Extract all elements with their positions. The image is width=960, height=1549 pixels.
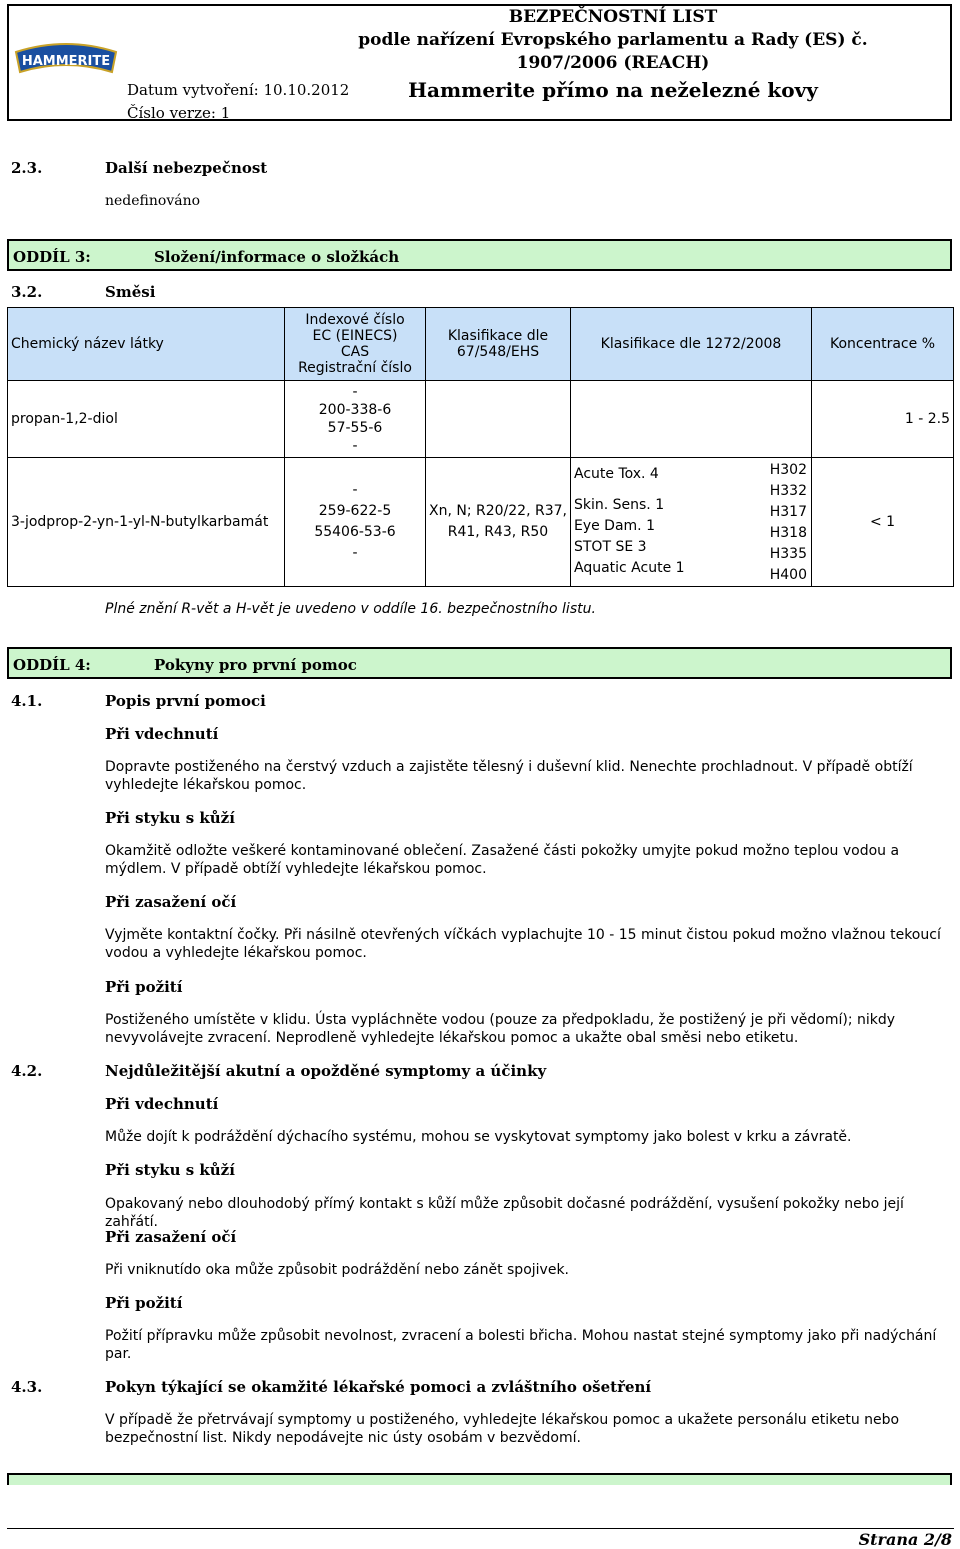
col-header-class67 xyxy=(426,308,571,381)
col-header-ids-line: Indexové číslo xyxy=(305,312,405,328)
class1272-cell xyxy=(570,381,811,458)
concentration: < 1 xyxy=(812,458,954,587)
section-2-3-number: 2.3. xyxy=(11,159,43,177)
paragraph: Dopravte postiženého na čerstvý vzduch a zajistěte tělesný i duševní klid. Nenechte prochladnout. V případě obtíží vyhledejte lékařskou pomoc. xyxy=(105,759,913,793)
page-number: Strana 2/8 xyxy=(858,1530,952,1549)
h-code: H335 xyxy=(769,546,807,562)
hammerite-logo xyxy=(14,40,118,82)
paragraph: Vyjměte kontaktní čočky. Při násilně otevřených víčkách vyplachujte 10 - 15 minut čistou pokud možno vlažnou tekoucí vodou a vyhledejte lékařskou pomoc. xyxy=(105,927,941,961)
class1272-categories xyxy=(570,458,744,587)
r-h-phrases-note: Plné znění R-vět a H-vět je uvedeno v oddíle 16. bezpečnostního listu. xyxy=(105,601,596,617)
id-line: - xyxy=(352,482,358,498)
section-4-1-number: 4.1. xyxy=(11,692,43,710)
class67-line: R41, R43, R50 xyxy=(447,524,549,540)
subheading: Při styku s kůží xyxy=(105,1161,235,1179)
section-4-band xyxy=(7,647,952,679)
col-header-class67-line: Klasifikace dle xyxy=(447,328,549,344)
subheading: Při vdechnutí xyxy=(105,1095,219,1113)
class67-cell xyxy=(426,381,571,458)
paragraph: Při vniknutído oka může způsobit podráždění nebo zánět spojivek. xyxy=(105,1262,569,1278)
h-statement-codes xyxy=(745,458,812,587)
hazard-category: Aquatic Acute 1 xyxy=(573,560,685,576)
id-line: 57-55-6 xyxy=(327,420,383,436)
table-header-row xyxy=(8,308,954,381)
section-3-title: Složení/informace o složkách xyxy=(154,248,400,266)
paragraph: V případě že přetrvávají symptomy u postiženého, vyhledejte lékařskou pomoc a ukažete personálu etiketu nebo bezpečnostní list. Nikdy nepodávejte nic ústy osobám v bezvědomí. xyxy=(105,1412,900,1446)
subheading: Při zasažení očí xyxy=(105,893,237,911)
section-4-3-title: Pokyn týkající se okamžité lékařské pomoci a zvláštního ošetření xyxy=(105,1378,652,1396)
id-line: - xyxy=(352,384,358,400)
header-title xyxy=(348,6,878,102)
header-meta xyxy=(127,79,349,125)
hazard-category: Eye Dam. 1 xyxy=(573,518,655,534)
col-header-ids xyxy=(285,308,426,381)
creation-date: Datum vytvoření: 10.10.2012 xyxy=(127,81,350,99)
logo-text: HAMMERITE xyxy=(21,54,111,69)
substance-name: propan-1,2-diol xyxy=(8,381,285,458)
spacer xyxy=(574,485,742,495)
subheading: Při styku s kůží xyxy=(105,809,235,827)
col-header-name: Chemický název látky xyxy=(8,308,285,381)
h-code: H317 xyxy=(769,504,807,520)
composition-table xyxy=(7,307,954,587)
col-header-ids-line: EC (EINECS) xyxy=(312,328,398,344)
subheading: Při požití xyxy=(105,1294,183,1312)
section-4-label: ODDÍL 4: xyxy=(13,656,91,674)
version-number: Číslo verze: 1 xyxy=(127,104,231,122)
subheading: Při zasažení očí xyxy=(105,1228,237,1246)
col-header-ids-line: Registrační číslo xyxy=(298,360,412,376)
paragraph: Opakovaný nebo dlouhodobý přímý kontakt s kůží může způsobit dočasné podráždění, vysušení pokožky nebo její zahřátí. xyxy=(105,1196,904,1230)
h-code: H400 xyxy=(769,567,807,583)
section-3-2-number: 3.2. xyxy=(11,283,43,301)
section-3-label: ODDÍL 3: xyxy=(13,248,91,266)
title-line-2: podle nařízení Evropského parlamentu a Rady (ES) č. 1907/2006 (REACH) xyxy=(358,30,868,73)
concentration: 1 - 2.5 xyxy=(812,381,954,458)
subheading: Při požití xyxy=(105,978,183,996)
paragraph: Požití přípravku může způsobit nevolnost, zvracení a bolesti břicha. Mohou nastat stejné symptomy jako při nadýchání par. xyxy=(105,1328,937,1362)
h-code: H332 xyxy=(769,483,807,499)
substance-ids xyxy=(285,458,426,587)
subheading: Při vdechnutí xyxy=(105,725,219,743)
substance-name: 3-jodprop-2-yn-1-yl-N-butylkarbamát xyxy=(8,458,285,587)
hazard-category: Acute Tox. 4 xyxy=(573,466,659,482)
next-section-band xyxy=(7,1473,952,1485)
title-line-1: BEZPEČNOSTNÍ LIST xyxy=(508,7,718,27)
section-2-3-title: Další nebezpečnost xyxy=(105,159,268,177)
paragraph: Okamžitě odložte veškeré kontaminované oblečení. Zasažené části pokožky umyjte pokud možno teplou vodou a mýdlem. V případě obtíží vyhledejte lékařskou pomoc. xyxy=(105,843,900,877)
col-header-class1272: Klasifikace dle 1272/2008 xyxy=(570,308,811,381)
id-line: 259-622-5 xyxy=(318,503,392,519)
class67-cell xyxy=(426,458,571,587)
id-line: 200-338-6 xyxy=(318,402,392,418)
col-header-class67-line: 67/548/EHS xyxy=(456,344,540,360)
paragraph: Může dojít k podráždění dýchacího systému, mohou se vyskytovat symptomy jako bolest v krku a závratě. xyxy=(105,1129,852,1145)
col-header-conc: Koncentrace % xyxy=(812,308,954,381)
id-line: - xyxy=(352,545,358,561)
section-4-3-number: 4.3. xyxy=(11,1378,43,1396)
col-header-ids-line: CAS xyxy=(340,344,370,360)
product-name: Hammerite přímo na neželezné kovy xyxy=(408,78,818,102)
section-4-2-number: 4.2. xyxy=(11,1062,43,1080)
section-4-2-title: Nejdůležitější akutní a opožděné symptomy a účinky xyxy=(105,1062,547,1080)
section-4-1-title: Popis první pomoci xyxy=(105,692,266,710)
id-line: - xyxy=(352,438,358,454)
substance-ids xyxy=(285,381,426,458)
h-code: H318 xyxy=(769,525,807,541)
hazard-category: Skin. Sens. 1 xyxy=(573,497,665,513)
section-3-2-title: Směsi xyxy=(105,283,156,301)
paragraph: Postiženého umístěte v klidu. Ústa vypláchněte vodou (pouze za předpokladu, že postižený je při vědomí); nikdy nevyvolávejte zvracení. Neprodleně vyhledejte lékařskou pomoc a ukažte obal směsi nebo etiketu. xyxy=(105,1012,896,1046)
section-2-3-text: nedefinováno xyxy=(105,193,201,209)
section-3-band xyxy=(7,239,952,271)
hazard-category: STOT SE 3 xyxy=(573,539,647,555)
section-4-title: Pokyny pro první pomoc xyxy=(154,656,357,674)
table-row xyxy=(8,381,954,458)
h-code: H302 xyxy=(769,462,807,478)
id-line: 55406-53-6 xyxy=(314,524,396,540)
table-row xyxy=(8,458,954,587)
class67-line: Xn, N; R20/22, R37, xyxy=(429,503,567,519)
footer-divider xyxy=(7,1528,954,1529)
